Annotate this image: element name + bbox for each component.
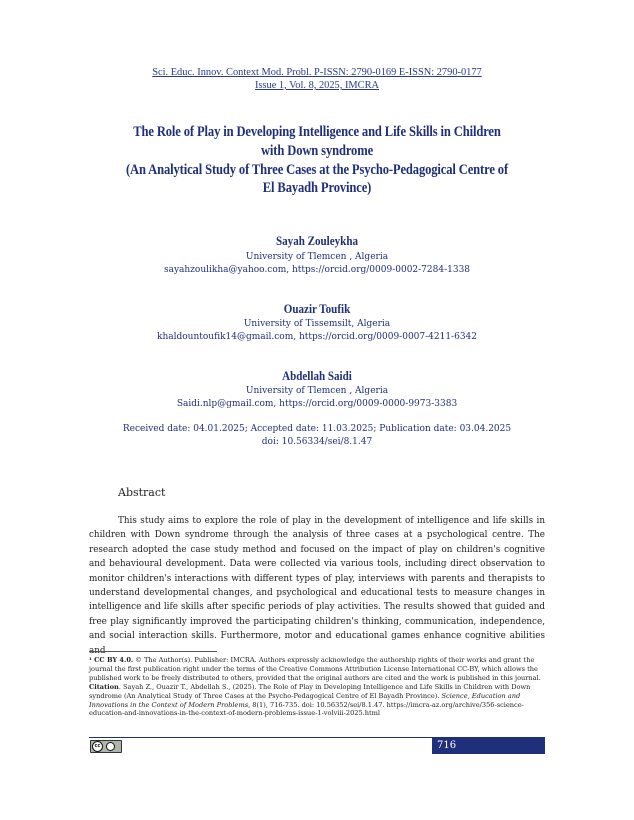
doi-line[interactable]: doi: 10.56334/sei/8.1.47: [261, 437, 373, 447]
title-line-1: The Role of Play in Developing Intelligence and Life Skills in Children: [133, 124, 501, 140]
author-name-2: Ouazir Toufik: [283, 301, 351, 316]
citation-text: . Sayah Z., Ouazir T., Abdellah S., (2025). The Role of Play in Developing Intelligence and Life Skills in Children with Down syndrome (An Analytical Study of Three Cases at the Psycho-Pedagogical Centre of El Bayadh Province).: [89, 682, 531, 700]
author-1-contact[interactable]: sayahzoulikha@yahoo.com, https://orcid.org/0009-0002-7284-1338: [163, 265, 471, 275]
attribution-person-icon: [106, 742, 115, 751]
title-line-3: (An Analytical Study of Three Cases at the Psycho-Pedagogical Centre of: [125, 161, 509, 178]
journal-header-line1[interactable]: Sci. Educ. Innov. Context Mod. Probl. P-ISSN: 2790-0169 E-ISSN: 2790-0177: [152, 67, 482, 78]
citation-tail[interactable]: , 8(1), 716-735. doi: 10.56352/sei/8.1.47. https://imcra-az.org/archive/356-science-education-and-innovations-in-the-context-of-modern-problems-issue-1-volviii-2025.html: [89, 700, 524, 718]
citation-label: Citation: [89, 682, 119, 691]
author-affiliation-2: [0, 318, 634, 344]
license-marker: ¹ CC BY 4.0.: [89, 656, 134, 664]
footnote: [89, 656, 545, 718]
abstract-heading: Abstract: [118, 486, 166, 499]
cc-logo-icon: cc: [92, 741, 103, 752]
journal-header: [0, 66, 634, 92]
citation-footnote: [89, 683, 545, 719]
license-footnote: [89, 656, 545, 683]
publication-dates: [0, 423, 634, 449]
abstract-body: This study aims to explore the role of play in the development of intelligence and life skills in children with Down syndrome through the analysis of three cases at a psychological centre. The research adopted the case study method and focused on the impact of play on children's cognitive and behavioural development. Data were collected via various tools, including direct observation to monitor children's interactions with different types of play, interviews with parents and therapists to understand developmental changes, and psychological and educational tests to measure changes in intelligence and life skills after specific periods of play activities. The results showed that guided and free play significantly improved the participating children's thinking, communication, independence, and social interaction skills. Furthermore, motor and educational games enhance cognitive abilities and: [89, 516, 545, 656]
citation-journal: Science, Education and Innovations in the Context of Modern Problems: [89, 691, 521, 709]
author-name-3: Abdellah Saidi: [282, 368, 352, 383]
page-number: 716: [437, 740, 457, 751]
author-1-affiliation: University of Tlemcen , Algeria: [245, 252, 389, 262]
author-2-affiliation: University of Tissemsilt, Algeria: [243, 319, 391, 329]
license-text: © The Author(s). Publisher: IMCRA. Authors expressly acknowledge the authorship rights of their works and grant the journal the first publication right under the terms of the Creative Commons Attribution License International CC-BY, which allows the published work to be freely distributed to others, provided that the original authors are cited and the work is published in this journal.: [89, 656, 541, 682]
title-line-2: with Down syndrome: [260, 142, 374, 159]
author-affiliation-3: [0, 385, 634, 411]
author-2-contact[interactable]: khaldountoufik14@gmail.com, https://orcid.org/0009-0007-4211-6342: [156, 332, 478, 342]
journal-header-line2[interactable]: Issue 1, Vol. 8, 2025, IMCRA: [254, 80, 380, 91]
title-line-4: El Bayadh Province): [262, 180, 372, 197]
page-number-box: [432, 738, 545, 754]
author-3-affiliation: University of Tlemcen , Algeria: [245, 386, 389, 396]
paper-title: [117, 123, 517, 198]
author-affiliation-1: [0, 251, 634, 277]
author-3-contact[interactable]: Saidi.nlp@gmail.com, https://orcid.org/0009-0000-9973-3383: [176, 399, 458, 409]
footnote-divider: [89, 651, 217, 652]
author-name-1: Sayah Zouleykha: [276, 233, 358, 248]
dates-line: Received date: 04.01.2025; Accepted date: 11.03.2025; Publication date: 03.04.2025: [122, 424, 512, 434]
cc-by-license-icon[interactable]: [90, 740, 122, 753]
